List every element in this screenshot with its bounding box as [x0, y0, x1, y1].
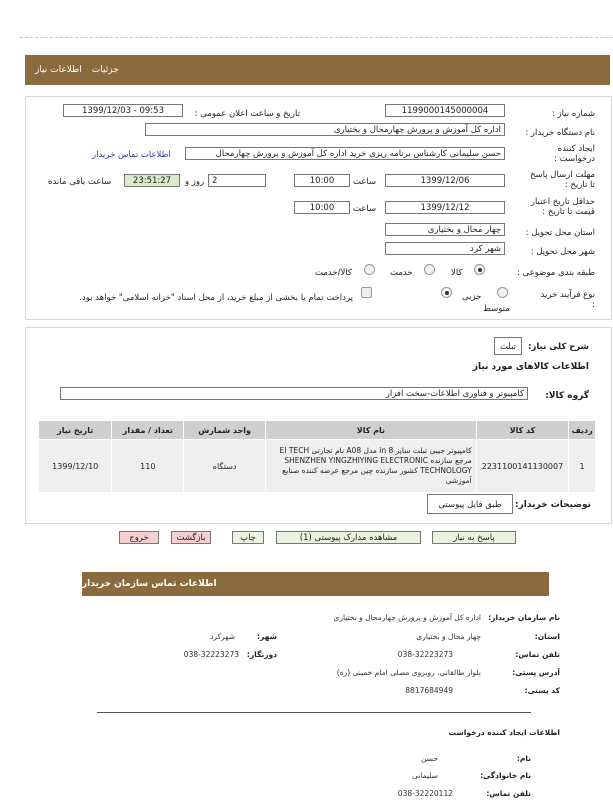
process-option-medium: متوسط	[483, 304, 510, 314]
group-label: گروه کالا:	[545, 391, 589, 401]
creator-field[interactable]: حسن سلیمانی کارشناس برنامه ریزی خرید اداره کل آموزش و پرورش چهارمحال	[185, 147, 505, 160]
creator-last-name-label: نام خانوادگی:	[480, 771, 531, 780]
items-table-header	[39, 421, 596, 440]
creator-info-title: اطلاعات ایجاد کننده درخواست	[448, 728, 560, 737]
min-price-time-label: ساعت	[353, 204, 377, 214]
col-code: کد کالا	[476, 421, 568, 440]
min-price-date-field[interactable]: 1399/12/12	[385, 201, 505, 214]
items-title: اطلاعات کالاهای مورد نیاز	[472, 362, 589, 372]
contact-org-value: اداره کل آموزش و پرورش چهارمحال و بختیاری	[333, 613, 481, 622]
days-field[interactable]: 2	[208, 174, 266, 187]
contact-city-value: شهرکرد	[210, 632, 235, 641]
reply-button[interactable]: پاسخ به نیاز	[432, 531, 516, 544]
contact-province-label: استان:	[534, 632, 560, 641]
col-unit: واحد شمارش	[184, 421, 266, 440]
city-label: شهر محل تحویل :	[530, 247, 595, 257]
need-desc-field[interactable]: تبلت	[494, 337, 522, 355]
breadcrumb-need-info[interactable]: اطلاعات نیاز	[35, 65, 82, 75]
province-label: استان محل تحویل :	[525, 228, 595, 238]
remaining-time-field: 23:51:27	[124, 174, 180, 187]
row-name: کامپیوتر جیبی تبلت سایز 8 in مدل A08 نام تجارتی EI TECH مرجع سازنده SHENZHEN YINGZHIYING ELECTRONIC TECHNOLOGY کشور سازنده چین مرجع عرضه کننده صنایع آموزشی	[266, 440, 477, 493]
breadcrumb-details[interactable]: جزئیات	[91, 65, 119, 75]
creator-label: ایجاد کننده درخواست :	[554, 144, 595, 164]
min-price-time-field[interactable]: 10:00	[294, 201, 350, 214]
col-name: نام کالا	[266, 421, 477, 440]
creator-first-name-label: نام:	[516, 754, 531, 763]
col-row: ردیف	[569, 421, 596, 440]
contact-postal-value: 8817684949	[405, 686, 453, 695]
exit-button[interactable]: خروج	[119, 531, 159, 544]
contact-divider	[97, 712, 531, 713]
creator-phone-label: تلفن تماس:	[486, 789, 531, 798]
creator-first-name-value: حسن	[420, 754, 438, 763]
page-header	[25, 55, 610, 85]
group-field[interactable]: کامپیوتر و فناوری اطلاعات-سخت افزار	[60, 387, 528, 400]
announce-label: تاریخ و ساعت اعلان عمومی :	[194, 109, 300, 119]
need-number-field[interactable]: 1199000145000004	[385, 104, 505, 117]
col-qty: تعداد / مقدار	[112, 421, 184, 440]
need-number-label: شماره نیاز :	[551, 109, 595, 119]
table-row	[39, 440, 596, 493]
need-desc-label: شرح کلی نیاز:	[528, 342, 589, 352]
row-date: 1399/12/10	[39, 440, 112, 493]
buyer-contact-link[interactable]: اطلاعات تماس خریدار	[92, 150, 171, 160]
reply-time-field[interactable]: 10:00	[294, 174, 350, 187]
remaining-label: ساعت باقی مانده	[48, 177, 112, 187]
creator-last-name-value: سلیمانی	[412, 771, 438, 780]
top-divider	[20, 37, 613, 38]
buyer-org-field[interactable]: اداره کل آموزش و پرورش چهارمحال و بختیاری	[145, 123, 505, 136]
contact-province-value: چهار محال و بختیاری	[416, 632, 481, 641]
category-radio-goods[interactable]	[474, 264, 485, 275]
process-label: نوع فرآیند خرید :	[540, 290, 595, 310]
treasury-checkbox[interactable]	[361, 287, 372, 298]
contact-phone-value: 038-32223273	[397, 650, 453, 659]
contact-city-label: شهر:	[257, 632, 277, 641]
contact-postal-label: کد پستی:	[524, 686, 560, 695]
attachments-button[interactable]: مشاهده مدارک پیوستی (1)	[276, 531, 421, 544]
province-field[interactable]: چهار محال و بختیاری	[385, 223, 505, 236]
items-table	[38, 420, 596, 493]
contact-fax-label: دورنگار:	[246, 650, 277, 659]
reply-time-label: ساعت	[353, 177, 377, 187]
category-option-both: کالا/خدمت	[315, 268, 352, 278]
col-date: تاریخ نیاز	[39, 421, 112, 440]
back-button[interactable]: بازگشت	[171, 531, 211, 544]
buyer-org-label: نام دستگاه خریدار :	[525, 128, 595, 138]
category-label: طبقه بندی موضوعی :	[517, 268, 595, 278]
creator-phone-value: 038-32220112	[397, 789, 453, 798]
reply-deadline-label: مهلت ارسال پاسخ تا تاریخ :	[530, 170, 595, 190]
buyer-notes-field[interactable]: طبق فایل پیوستی	[427, 494, 513, 514]
print-button[interactable]: چاپ	[232, 531, 264, 544]
category-radio-service[interactable]	[424, 264, 435, 275]
announce-field[interactable]: 1399/12/03 - 09:53	[63, 104, 183, 117]
row-index: 1	[569, 440, 596, 493]
row-qty: 110	[112, 440, 184, 493]
contact-phone-label: تلفن تماس:	[515, 650, 560, 659]
process-option-minor: جزیی	[462, 292, 482, 302]
row-code: 2231100141130007	[476, 440, 568, 493]
contact-fax-value: 038-32223273	[183, 650, 239, 659]
process-radio-minor[interactable]	[497, 287, 508, 298]
category-radio-both[interactable]	[364, 264, 375, 275]
category-option-service: خدمت	[390, 268, 413, 278]
contact-address-value: بلوار طالقانی، روبروی مصلی امام خمینی (ره)	[336, 668, 481, 677]
contact-org-label: نام سازمان خریدار:	[488, 613, 560, 622]
buyer-notes-label: توضیحات خریدار:	[515, 500, 591, 510]
category-option-goods: کالا	[451, 268, 463, 278]
city-field[interactable]: شهر کرد	[385, 242, 505, 255]
contact-address-label: آدرس پستی:	[512, 668, 560, 677]
row-unit: دستگاه	[184, 440, 266, 493]
min-price-label: حداقل تاریخ اعتبار قیمت تا تاریخ :	[530, 197, 595, 217]
process-radio-medium[interactable]	[441, 287, 452, 298]
days-label: روز و	[185, 177, 205, 187]
reply-date-field[interactable]: 1399/12/06	[385, 174, 505, 187]
contact-header: اطلاعات تماس سازمان خریدار	[82, 572, 549, 596]
treasury-note: پرداخت تمام یا بخشی از مبلغ خرید، از محل اسناد "خزانه اسلامی" خواهد بود.	[79, 293, 353, 303]
